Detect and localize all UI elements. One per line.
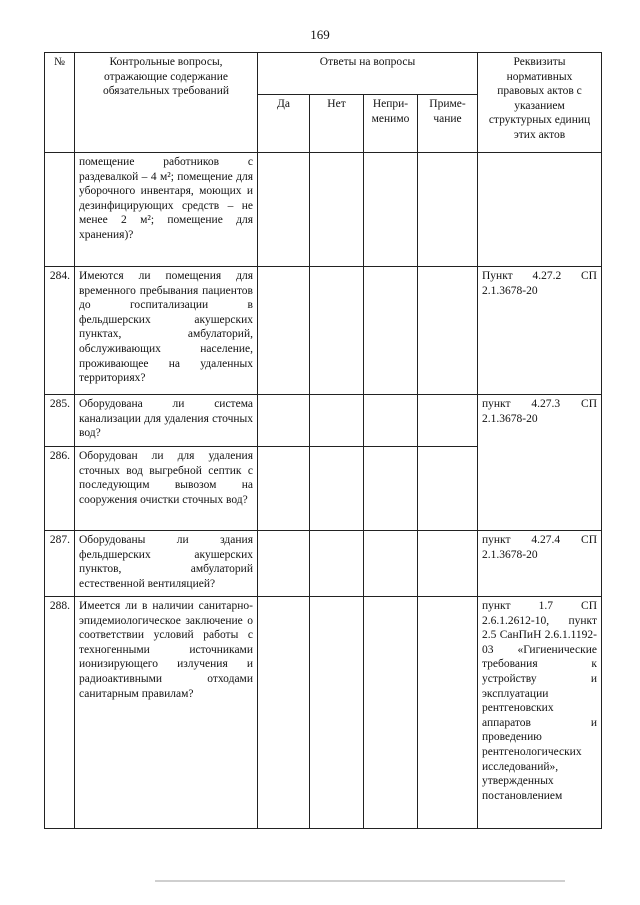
answer-note-cell [418, 267, 478, 395]
row-question: Имеется ли в наличии санитарно-эпидемиологическое заключение о соответствии условий работы с техногенными источниками ионизирующего излучения и радиоактивными отходами санитарным правилам? [75, 597, 258, 829]
answer-na-cell [364, 267, 418, 395]
answer-na-cell [364, 597, 418, 829]
answer-note-cell [418, 153, 478, 267]
header-answers: Ответы на вопросы [258, 53, 478, 95]
answer-no-cell [310, 447, 364, 531]
header-questions: Контрольные вопросы, отражающие содержание обязательных требований [75, 53, 258, 153]
row-number: 285. [45, 395, 75, 447]
answer-note-cell [418, 531, 478, 597]
answer-no-cell [310, 153, 364, 267]
answer-na-cell [364, 153, 418, 267]
checklist-table [44, 52, 602, 829]
table-row [45, 597, 602, 829]
row-question: Оборудован ли для удаления сточных вод выгребной септик с последующим вывозом на сооружения очистки сточных вод? [75, 447, 258, 531]
answer-no-cell [310, 267, 364, 395]
answer-yes-cell [258, 395, 310, 447]
answer-yes-cell [258, 531, 310, 597]
answer-yes-cell [258, 447, 310, 531]
table-row [45, 267, 602, 395]
row-requisites: Пункт 4.27.2 СП 2.1.3678-20 [478, 267, 602, 395]
row-number: 286. [45, 447, 75, 531]
header-num: № [45, 53, 75, 153]
answer-na-cell [364, 447, 418, 531]
answer-yes-cell [258, 267, 310, 395]
header-yes: Да [258, 95, 310, 153]
table-row [45, 395, 602, 447]
table-row [45, 153, 602, 267]
row-requisites: пункт 4.27.4 СП 2.1.3678-20 [478, 531, 602, 597]
header-note: Приме-чание [418, 95, 478, 153]
row-question: Оборудована ли система канализации для удаления сточных вод? [75, 395, 258, 447]
header-not-applicable: Непри-менимо [364, 95, 418, 153]
row-requisites: пункт 1.7 СП 2.6.1.2612-10, пункт 2.5 СанПиН 2.6.1.1192-03 «Гигиенические требования к устройству и эксплуатации рентгеновских аппаратов и проведению рентгенологических исследований», утвержденных постановлением [478, 597, 602, 829]
header-no: Нет [310, 95, 364, 153]
answer-no-cell [310, 531, 364, 597]
row-requisites: пункт 4.27.3 СП 2.1.3678-20 [478, 395, 602, 531]
table-row [45, 531, 602, 597]
header-requisites: Реквизиты нормативных правовых актов с указанием структурных единиц этих актов [478, 53, 602, 153]
row-requisites [478, 153, 602, 267]
scan-artifact-line [155, 880, 565, 882]
page-number: 169 [310, 27, 330, 42]
row-question: помещение работников с раздевалкой – 4 м²; помещение для уборочного инвентаря, моющих и дезинфицирующих средств – не менее 2 м²; помещение для хранения)? [75, 153, 258, 267]
answer-no-cell [310, 395, 364, 447]
answer-yes-cell [258, 597, 310, 829]
answer-note-cell [418, 395, 478, 447]
answer-no-cell [310, 597, 364, 829]
row-number: 287. [45, 531, 75, 597]
row-number [45, 153, 75, 267]
row-number: 284. [45, 267, 75, 395]
row-question: Оборудованы ли здания фельдшерских акушерских пунктов, амбулаторий естественной вентиляцией? [75, 531, 258, 597]
row-question: Имеются ли помещения для временного пребывания пациентов до госпитализации в фельдшерских акушерских пунктах, амбулаторий, обслуживающих население, проживающее на удаленных территориях? [75, 267, 258, 395]
answer-note-cell [418, 597, 478, 829]
answer-yes-cell [258, 153, 310, 267]
row-number: 288. [45, 597, 75, 829]
answer-na-cell [364, 531, 418, 597]
answer-na-cell [364, 395, 418, 447]
answer-note-cell [418, 447, 478, 531]
header-row-1 [45, 53, 602, 95]
